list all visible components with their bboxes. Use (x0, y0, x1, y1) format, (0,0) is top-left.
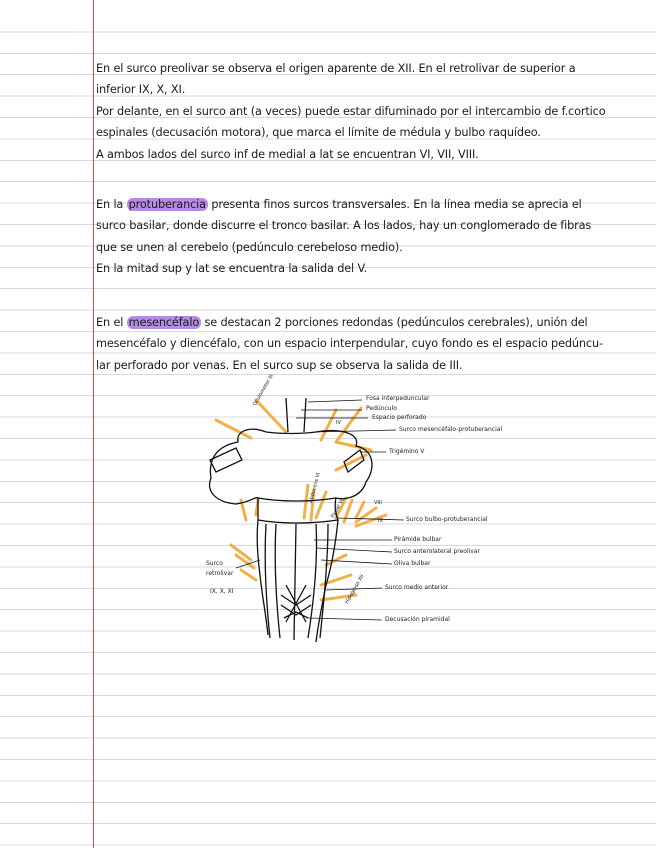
paragraph-mesencefalo (96, 312, 648, 376)
outline-stroke (286, 398, 306, 432)
highlight-protuberancia: protuberancia (128, 198, 206, 211)
text-line: Por delante, en el surco ant (a veces) puede estar difuminado por el intercambio de f.cortico (96, 104, 606, 118)
label-vestibulococlear: VIII (374, 500, 382, 506)
brainstem-diagram (196, 373, 516, 650)
label-espacio-perforado: Espacio perforado (372, 414, 427, 421)
label-nerves-ix-x-xi: IX, X, XI (210, 588, 234, 595)
outline-stroke (266, 432, 316, 434)
outline-stroke (294, 524, 296, 640)
text-line: espinales (decusación motora), que marca el límite de médula y bulbo raquídeo. (96, 126, 541, 140)
text-line: inferior IX, X, XI. (96, 83, 186, 97)
label-pedunculo: Pedúnculo (366, 405, 397, 412)
brainstem-outline (210, 398, 372, 642)
text-segment: se destacan 2 porciones redondas (pedúnculos cerebrales), unión del (201, 316, 588, 329)
cranial-nerves (216, 400, 386, 600)
label-oculomotor: Oculomotor III (252, 373, 275, 407)
label-oliva-bulbar: Oliva bulbar (394, 560, 431, 567)
text-line: En el surco preolivar se observa el origen aparente de XII. En el retrolivar de superior a (96, 62, 576, 75)
text-segment: En la (96, 198, 127, 211)
text-line: En la mitad sup y lat se encuentra la salida del V. (96, 262, 368, 276)
outline-stroke (210, 429, 268, 635)
label-fosa-interpeduncular: Fosa interpeduncular (366, 395, 430, 402)
nerve-stroke (336, 442, 371, 450)
nerve-stroke (256, 400, 286, 432)
label-surco-retrolivar: retrolivar (206, 570, 234, 577)
label-surco-retrolivar: Surco (206, 560, 223, 567)
label-surco-medio-anterior: Surco medio anterior (385, 584, 449, 591)
outline-stroke (210, 448, 242, 472)
label-hipogloso: Hipogloso XII (344, 573, 366, 605)
label-surco-mesencefalo: Surco mesencéfalo-protuberancial (399, 426, 503, 433)
text-line: surco basilar, donde discurre el tronco basilar. A los lados, hay un conglomerado de fibras (96, 219, 592, 233)
pointer-line (308, 400, 362, 402)
outline-stroke (275, 524, 280, 638)
text-line (96, 194, 648, 215)
text-line: lar perforado por venas. En el surco sup se observa la salida de III. (96, 358, 463, 372)
nerve-stroke (316, 492, 326, 518)
decussation-mark (281, 585, 311, 622)
label-surco-preolivar: Surco anterolateral preolivar (394, 548, 480, 555)
nerve-stroke (241, 570, 256, 580)
text-line: A ambos lados del surco inf de medial a lat se encuentran VI, VII, VIII. (96, 147, 479, 161)
text-line: que se unen al cerebelo (pedúnculo cerebeloso medio). (96, 240, 403, 254)
outline-stroke (308, 524, 317, 638)
label-glosofaringeo: IX (378, 518, 383, 524)
label-surco-bulbo-protuberancial: Surco bulbo-protuberancial (406, 516, 488, 523)
paragraph-protuberancia (96, 194, 648, 280)
label-piramide-bulbar: Pirámide bulbar (394, 536, 442, 543)
paragraph-bulbo (96, 58, 648, 165)
label-trigemino: Trigémino V (389, 448, 425, 455)
outline-stroke (258, 520, 338, 523)
nerve-stroke (326, 555, 346, 565)
highlight-mesencefalo: mesencéfalo (128, 316, 200, 329)
label-troclear: IV (336, 420, 341, 426)
text-line (96, 312, 648, 333)
nerve-stroke (321, 410, 336, 440)
margin-line (93, 0, 94, 848)
nerve-stroke (216, 420, 251, 438)
text-line: mesencéfalo y diencéfalo, con un espacio interpendular, cuyo fondo es el espacio pedúncu- (96, 337, 603, 351)
text-segment: En el (96, 316, 127, 329)
pointer-line (236, 560, 260, 568)
label-decusacion-piramidal: Decusación piramidal (385, 616, 450, 623)
label-facial: Facial VII (330, 496, 347, 519)
label-abducens: Abducens VI (308, 472, 322, 504)
text-segment: presenta finos surcos transversales. En la línea media se aprecia el (207, 198, 582, 211)
